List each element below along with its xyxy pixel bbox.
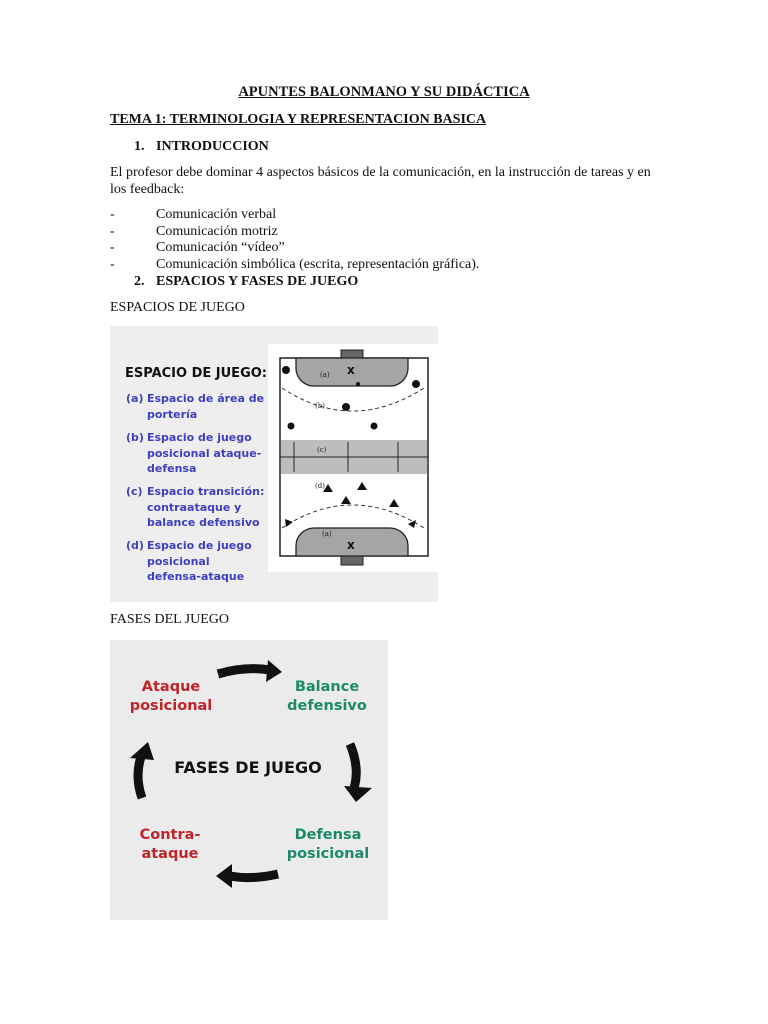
list-item (110, 257, 479, 274)
attacker-dot (342, 403, 350, 411)
phase-line: Ataque (141, 679, 201, 695)
espacio-item-letter: (d) (126, 539, 144, 552)
phase-line: posicional (286, 846, 370, 862)
communication-list (110, 207, 479, 273)
arrow-top (218, 669, 270, 674)
espacio-item-b (126, 430, 261, 477)
espacio-item-line: defensa (147, 462, 197, 475)
espacios-label: ESPACIOS DE JUEGO (110, 300, 245, 315)
phase-contraataque (122, 826, 218, 864)
phase-line: Balance (294, 679, 360, 695)
espacio-item-c (126, 484, 264, 531)
espacio-item-line: balance defensivo (147, 516, 260, 529)
arrow-bottom-head (216, 864, 232, 888)
attacker-dot (412, 380, 420, 388)
espacio-item-d (126, 538, 252, 585)
list-item-text: Comunicación verbal (156, 207, 277, 222)
list-item (110, 207, 479, 224)
espacios-figure (110, 326, 438, 602)
section-1-number: 1. (134, 139, 145, 154)
list-item-text: Comunicación “vídeo” (156, 240, 285, 255)
list-dash: - (110, 223, 115, 239)
phase-balance-defensivo (278, 678, 376, 716)
fases-figure (110, 640, 388, 920)
phase-line: ataque (141, 846, 199, 862)
attacker-dot (371, 423, 378, 430)
section-2-heading: ESPACIOS Y FASES DE JUEGO (156, 274, 359, 289)
bottom-goal (341, 556, 363, 565)
list-item-text: Comunicación simbólica (escrita, representación gráfica). (156, 256, 480, 272)
espacio-item-line: Espacio de juego (147, 431, 252, 444)
attacker-dot (282, 366, 290, 374)
intro-line-1: El profesor debe dominar 4 aspectos básicos de la comunicación, en la instrucción de tareas y en (110, 165, 651, 180)
phase-ataque-posicional (118, 678, 224, 716)
attacker-dot (288, 423, 295, 430)
espacio-item-line: posicional (147, 554, 210, 568)
espacio-item-line: defensa-ataque (147, 570, 245, 583)
top-goalkeeper-marker: x (347, 363, 355, 377)
phase-line: Defensa (294, 827, 362, 843)
section-1-heading: INTRODUCCION (156, 139, 269, 154)
espacio-item-line: portería (147, 407, 198, 421)
tema-heading: TEMA 1: TERMINOLOGIA Y REPRESENTACION BASICA (110, 112, 487, 127)
court-label-d: (d) (315, 482, 325, 490)
phase-defensa-posicional (278, 826, 378, 864)
court-label-b: (b) (315, 402, 325, 410)
court-label-a-top: (a) (320, 371, 330, 379)
phase-line: posicional (129, 698, 213, 714)
phase-line: Contra- (139, 827, 201, 843)
espacio-item-letter: (b) (126, 431, 144, 444)
arrow-left (138, 754, 142, 798)
espacio-item-line: Espacio de juego (147, 539, 252, 552)
list-item (110, 240, 479, 257)
ball-dot (356, 382, 360, 386)
arrow-right (350, 744, 356, 788)
intro-line-2: los feedback: (110, 182, 185, 197)
list-item-text: Comunicación motriz (156, 223, 278, 239)
handball-court-diagram (268, 344, 438, 572)
bottom-goalkeeper-marker: x (347, 538, 355, 552)
fases-center-title: FASES DE JUEGO (174, 758, 322, 777)
list-dash: - (110, 207, 115, 222)
list-dash: - (110, 240, 115, 255)
espacio-item-line: Espacio de área de (147, 392, 265, 405)
intro-paragraph (110, 164, 670, 198)
arrow-left-head (130, 742, 154, 760)
court-label-a-bottom: (a) (322, 530, 332, 538)
espacio-heading: ESPACIO DE JUEGO: (125, 366, 267, 381)
fases-label: FASES DEL JUEGO (110, 612, 230, 627)
espacio-item-line: Espacio transición: (147, 485, 265, 498)
list-item (110, 224, 479, 241)
court-label-c: (c) (317, 446, 327, 454)
section-2-number: 2. (134, 274, 145, 289)
arrow-right-head (344, 786, 372, 802)
espacio-item-line: contraataque y (147, 500, 242, 514)
document-title: APUNTES BALONMANO Y SU DIDÁCTICA (238, 84, 530, 100)
list-dash: - (110, 256, 115, 272)
espacio-item-line: posicional ataque- (147, 446, 262, 460)
espacio-item-letter: (c) (126, 485, 143, 498)
arrow-bottom (230, 874, 278, 878)
phase-line: defensivo (287, 698, 367, 714)
espacio-item-a (126, 391, 264, 422)
espacio-item-letter: (a) (126, 392, 144, 405)
